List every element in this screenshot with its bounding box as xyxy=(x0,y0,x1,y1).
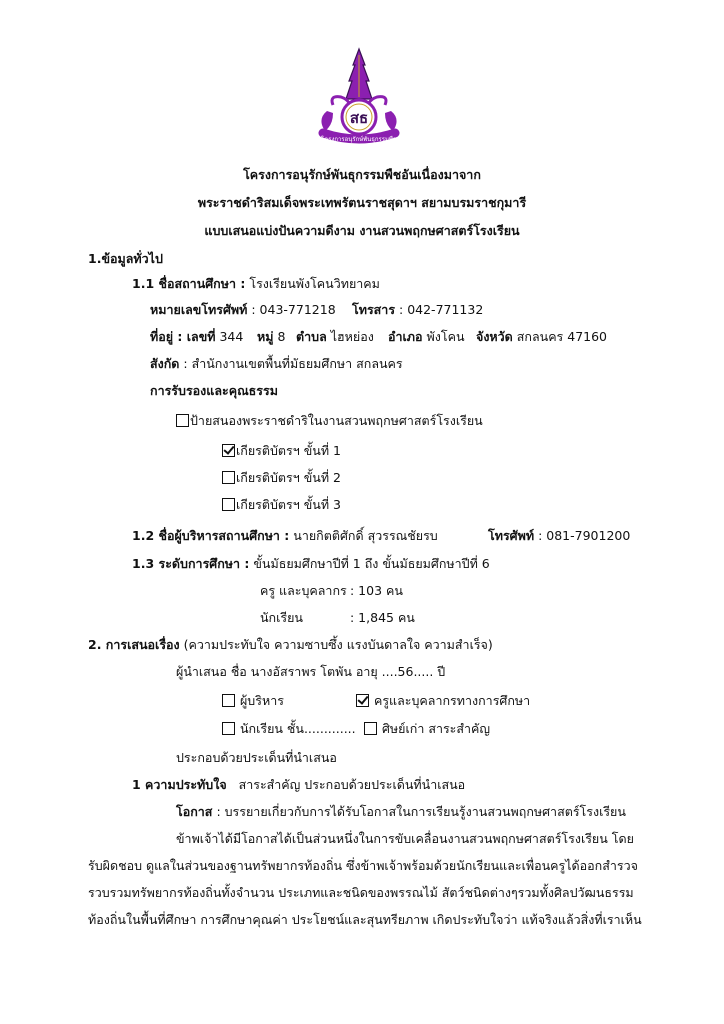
address-number: 344 xyxy=(219,329,244,344)
emblem-caption: โครงการอนุรักษ์พันธุกรรมพืช xyxy=(321,136,397,143)
province-row xyxy=(476,328,607,346)
role-admin-option xyxy=(222,692,284,710)
tambon-value: ไฮหย่อง xyxy=(330,329,374,344)
header-line-1: โครงการอนุรักษ์พันธุกรรมพืชอันเนื่องมาจาก xyxy=(243,167,481,182)
role-alumni-option xyxy=(364,720,490,738)
emblem-monogram: สธ xyxy=(349,109,369,127)
school-name-label: 1.1 ชื่อสถานศึกษา : xyxy=(132,276,246,291)
royal-sign-label: ป้ายสนองพระราชดำริในงานสวนพฤกษศาสตร์โรงเรียน xyxy=(190,413,483,428)
impression-value: สาระสำคัญ ประกอบด้วยประเด็นที่นำเสนอ xyxy=(238,777,466,792)
phone-value: : 043-771218 xyxy=(251,302,336,317)
royal-sign-option xyxy=(176,412,483,430)
role-student-checkbox[interactable] xyxy=(222,722,235,735)
phone-row xyxy=(150,301,336,319)
body-paragraph-line-3: รวบรวมทรัพยากรท้องถิ่นทั้งจำนวน ประเภทและชนิดของพรรณไม้ สัตว์ชนิดต่างๆรวมทั้งศิลปวัฒนธรรม xyxy=(88,885,634,900)
body-paragraph-line-4: ท้องถิ่นในพื้นที่ศึกษา การศึกษาคุณค่า ประโยชน์และสุนทรียภาพ เกิดประทับใจว่า แท้จริงแล้วสิ่งที่เราเห็น xyxy=(88,912,642,927)
body-paragraph-line-1: ข้าพเจ้าได้มีโอกาสได้เป็นส่วนหนึ่งในการขับเคลื่อนงานสวนพฤกษศาสตร์โรงเรียน โดย xyxy=(176,831,634,846)
role-teacher-checkbox[interactable] xyxy=(356,694,369,707)
role-alumni-checkbox[interactable] xyxy=(364,722,377,735)
fax-value: : 042-771132 xyxy=(399,302,484,317)
students-label: นักเรียน xyxy=(260,610,303,625)
director-row xyxy=(132,527,438,545)
role-admin-checkbox[interactable] xyxy=(222,694,235,707)
school-name-row xyxy=(132,275,380,293)
amphoe-value: พังโคน xyxy=(426,329,465,344)
education-level-value: ขั้นมัธยมศึกษาปีที่ 1 ถึง ขั้นมัธยมศึกษาปีที่ 6 xyxy=(253,556,490,571)
impression-label: 1 ความประทับใจ xyxy=(132,777,227,792)
certification-title: การรับรองและคุณธรรม xyxy=(150,383,278,398)
role-student-label: นักเรียน ชั้น............. xyxy=(239,721,356,736)
body-paragraph-line-2: รับผิดชอบ ดูแลในส่วนของฐานทรัพยากรท้องถิ่น ซึ่งข้าพเจ้าพร้อมด้วยนักเรียนและเพื่อนครูได้ออกสำรวจ xyxy=(88,858,638,873)
role-teacher-label: ครูและบุคลากรทางการศึกษา xyxy=(373,693,531,708)
header-line-3: แบบเสนอแบ่งปันความดีงาม งานสวนพฤกษศาสตร์โรงเรียน xyxy=(204,223,520,238)
province-value: สกลนคร 47160 xyxy=(516,329,608,344)
address-label: ที่อยู่ : เลขที่ xyxy=(150,329,216,344)
amphoe-row xyxy=(388,328,465,346)
honor-3-checkbox[interactable] xyxy=(222,498,235,511)
project-emblem-logo xyxy=(303,47,415,155)
emblem-leaf-right-icon xyxy=(385,111,397,131)
composed-line: ประกอบด้วยประเด็นที่นำเสนอ xyxy=(176,750,337,765)
honor-2-label: เกียรติบัตรฯ ขั้นที่ 2 xyxy=(236,470,342,485)
section-2-title: 2. การเสนอเรื่อง xyxy=(88,637,180,652)
moo-row xyxy=(257,328,285,346)
director-phone-row xyxy=(488,527,630,545)
emblem-leaf-left-icon xyxy=(321,111,333,131)
honor-2-checkbox[interactable] xyxy=(222,471,235,484)
royal-sign-checkbox[interactable] xyxy=(176,414,189,427)
staff-value: : 103 คน xyxy=(350,583,403,598)
affiliation-value: : สำนักงานเขตพื้นที่มัธยมศึกษา สกลนคร xyxy=(183,356,403,371)
amphoe-label: อำเภอ xyxy=(388,329,423,344)
director-value: นายกิตติศักดิ์ สุวรรณชัยรบ xyxy=(293,528,438,543)
role-alumni-label: ศิษย์เก่า สาระสำคัญ xyxy=(381,721,491,736)
honor-1-checkbox[interactable] xyxy=(222,444,235,457)
fax-row xyxy=(352,301,483,319)
address-row xyxy=(150,328,243,346)
education-level-label: 1.3 ระดับการศึกษา : xyxy=(132,556,250,571)
affiliation-row xyxy=(150,355,403,373)
impression-row xyxy=(132,776,465,794)
honor-2-option xyxy=(222,469,341,487)
role-admin-label: ผู้บริหาร xyxy=(239,693,284,708)
honor-1-option xyxy=(222,442,341,460)
education-level-row xyxy=(132,555,490,573)
honor-3-label: เกียรติบัตรฯ ขั้นที่ 3 xyxy=(236,497,342,512)
section-2-title-note: (ความประทับใจ ความซาบซึ้ง แรงบันดาลใจ ความสำเร็จ) xyxy=(183,637,493,652)
section-1-title: 1.ข้อมูลทั่วไป xyxy=(88,251,163,266)
director-label: 1.2 ชื่อผู้บริหารสถานศึกษา : xyxy=(132,528,290,543)
students-value: : 1,845 คน xyxy=(350,610,415,625)
tambon-row xyxy=(296,328,374,346)
opportunity-value: : บรรยายเกี่ยวกับการได้รับโอกาสในการเรียนรู้งานสวนพฤกษศาสตร์โรงเรียน xyxy=(216,804,626,819)
staff-label: ครู และบุคลากร xyxy=(260,583,347,598)
section-2-title-row xyxy=(88,636,493,654)
fax-label: โทรสาร xyxy=(352,302,396,317)
honor-1-label: เกียรติบัตรฯ ขั้นที่ 1 xyxy=(236,443,342,458)
moo-value: 8 xyxy=(277,329,286,344)
role-student-option xyxy=(222,720,356,738)
moo-label: หมู่ xyxy=(257,329,274,344)
director-phone-value: : 081-7901200 xyxy=(538,528,631,543)
role-teacher-option xyxy=(356,692,530,710)
school-name-value: โรงเรียนพังโคนวิทยาคม xyxy=(249,276,380,291)
affiliation-label: สังกัด xyxy=(150,356,180,371)
honor-3-option xyxy=(222,496,341,514)
tambon-label: ตำบล xyxy=(296,329,327,344)
director-phone-label: โทรศัพท์ xyxy=(488,528,535,543)
opportunity-label: โอกาส xyxy=(176,804,213,819)
opportunity-row xyxy=(176,803,626,821)
presenter-line: ผู้นำเสนอ ชื่อ นางอัสราพร โตพัน อายุ ....56..... ปี xyxy=(176,664,446,679)
header-line-2: พระราชดำริสมเด็จพระเทพรัตนราชสุดาฯ สยามบรมราชกุมารี xyxy=(197,195,527,210)
phone-label: หมายเลขโทรศัพท์ xyxy=(150,302,248,317)
province-label: จังหวัด xyxy=(476,329,513,344)
